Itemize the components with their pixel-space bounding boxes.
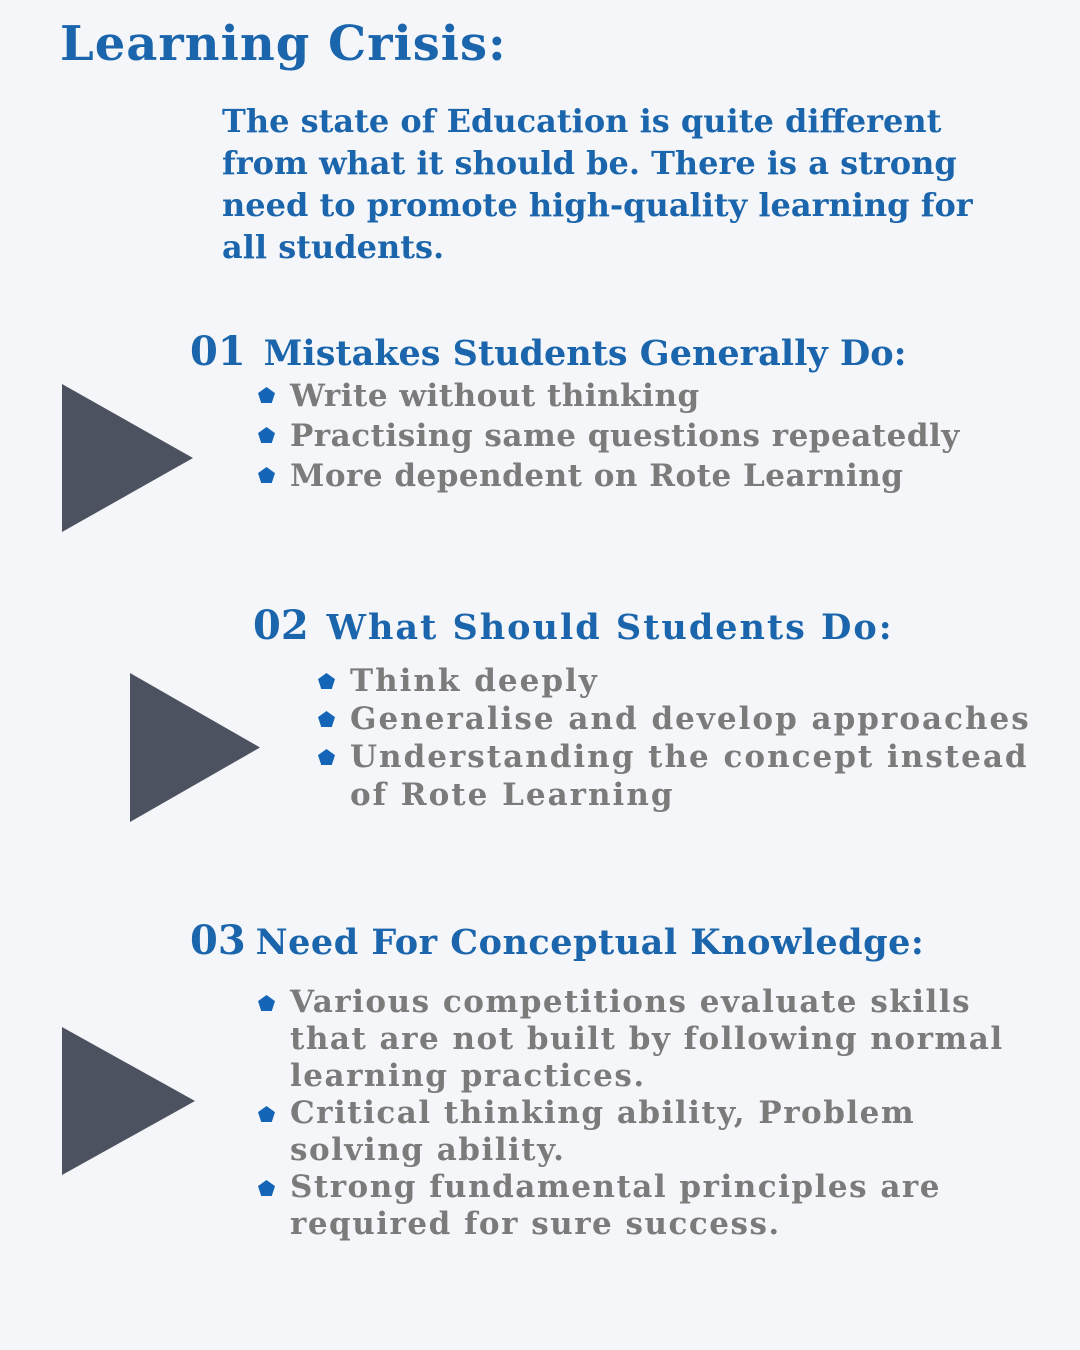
section-number: 01 [190,328,246,375]
list-item-text: Practising same questions repeatedly [290,418,960,454]
section-01-heading [190,328,907,375]
pentagon-bullet-icon [258,427,275,443]
section-title: Need For Conceptual Knowledge: [255,922,925,963]
pentagon-bullet-icon [258,467,275,483]
section-number: 02 [253,602,309,649]
intro-paragraph: The state of Education is quite different from what it should be. There is a strong need to promote high-quality learning for all students. [222,102,973,266]
list-item [258,376,1038,416]
list-item-text: Critical thinking ability, Problem solving ability. [290,1095,916,1168]
list-item [258,1095,1058,1169]
right-triangle-icon [62,384,193,532]
pentagon-bullet-icon [318,673,335,689]
pentagon-bullet-icon [318,711,335,727]
section-03-heading [190,917,924,964]
section-title: Mistakes Students Generally Do: [263,333,907,374]
list-item [318,700,1073,738]
list-item-text: More dependent on Rote Learning [290,458,904,494]
section-03-bullet-list [258,984,1058,1243]
list-item-text: Strong fundamental principles are required for sure success. [290,1169,941,1242]
section-number: 03 [190,917,246,964]
list-item-text: Various competitions evaluate skills that are not built by following normal learning practices. [290,984,1004,1094]
section-01-bullet-list [258,376,1038,496]
list-item [258,1169,1058,1243]
pentagon-bullet-icon [258,1180,275,1196]
page-title: Learning Crisis: [60,16,507,72]
section-title: What Should Students Do: [326,607,894,648]
list-item-text: Think deeply [350,663,599,699]
pentagon-bullet-icon [318,749,335,765]
right-triangle-icon [62,1027,195,1175]
list-item [318,738,1073,814]
pentagon-bullet-icon [258,387,275,403]
list-item-text: Write without thinking [290,378,700,414]
list-item-text: Generalise and develop approaches [350,701,1031,737]
list-item [258,456,1038,496]
list-item [318,662,1073,700]
list-item [258,416,1038,456]
right-triangle-icon [130,673,260,822]
section-02-bullet-list [318,662,1073,814]
list-item [258,984,1058,1095]
pentagon-bullet-icon [258,995,275,1011]
pentagon-bullet-icon [258,1106,275,1122]
section-02-heading [253,602,894,649]
list-item-text: Understanding the concept instead of Rote Learning [350,739,1029,813]
